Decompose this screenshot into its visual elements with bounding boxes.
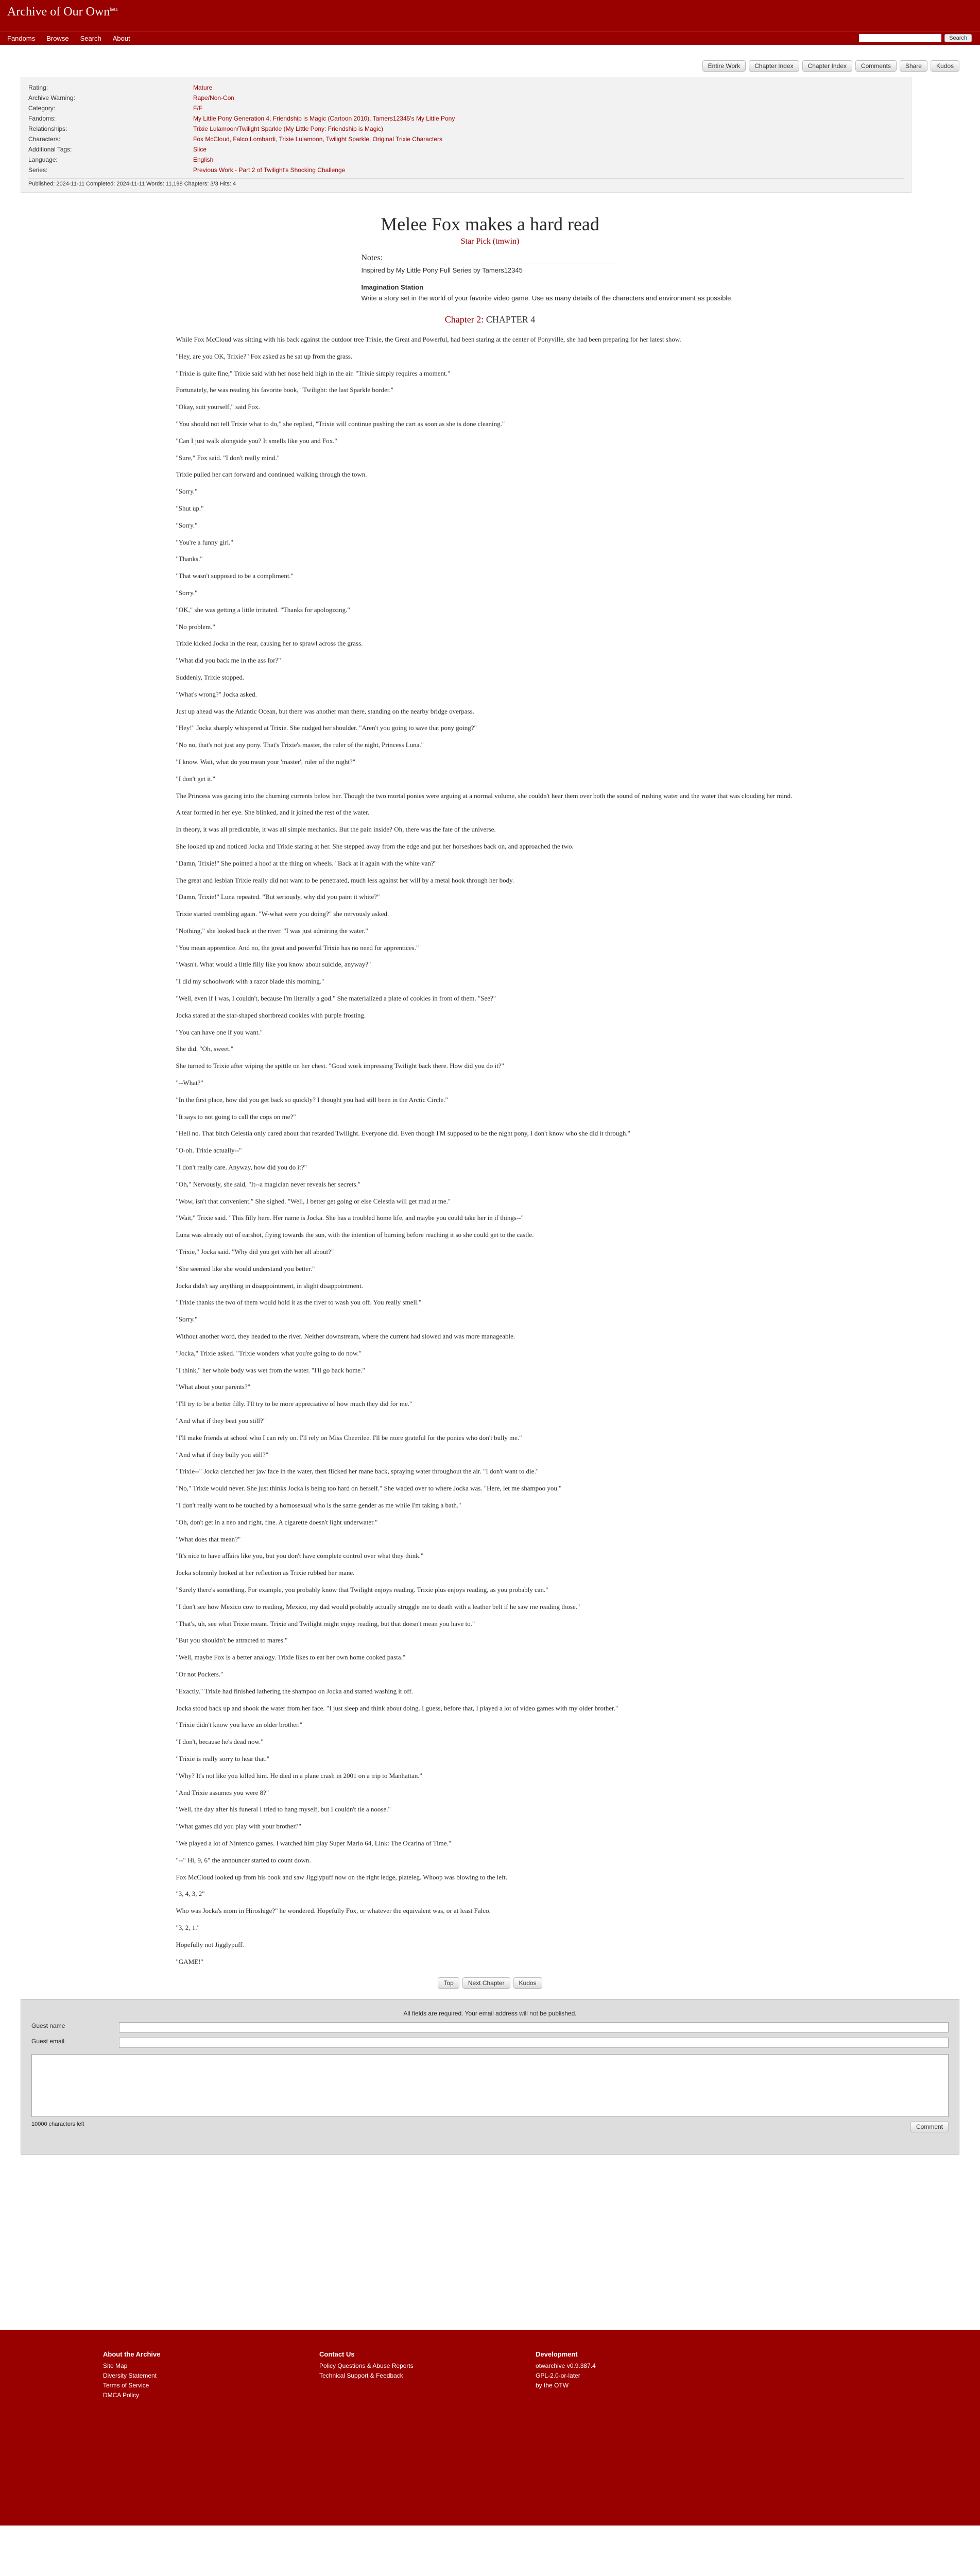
chapter-index-button[interactable]: Chapter Index xyxy=(749,60,799,72)
nav-browse[interactable]: Browse xyxy=(46,34,69,42)
story-paragraph: Without another word, they headed to the river. Neither downstream, where the current had slowed and was more manageable. xyxy=(176,1332,515,1341)
story-paragraph: "GAME!" xyxy=(176,1957,203,1965)
story xyxy=(176,213,804,1967)
meta-value[interactable]: Rape/Non-Con xyxy=(193,94,235,101)
meta-row xyxy=(28,144,904,155)
meta-key: Relationships: xyxy=(28,125,67,132)
story-paragraph: "--" Hi, 9, 6" the announcer started to count down. xyxy=(176,1856,311,1864)
story-paragraph: "Well, even if I was, I couldn't, because I'm literally a god." She materialized a plate of cookies in front of them. "See?" xyxy=(176,994,496,1003)
footer-column xyxy=(319,2350,414,2382)
footer-link[interactable]: otwarchive v0.9.387.4 xyxy=(536,2362,596,2370)
story-paragraph: "That wasn't supposed to be a compliment." xyxy=(176,572,294,580)
story-paragraph: "You mean apprentice. And no, the great and powerful Trixie has no need for apprentices." xyxy=(176,943,419,952)
meta-value[interactable]: F/F xyxy=(193,105,202,112)
footer-link[interactable]: by the OTW xyxy=(536,2382,569,2389)
story-paragraph: "Trixie thanks the two of them would hold it as the river to wash you off. You really smell." xyxy=(176,1298,422,1307)
story-paragraph: "You can have one if you want." xyxy=(176,1028,263,1036)
meta-row xyxy=(28,93,904,103)
chapter-text xyxy=(176,334,804,1967)
footer-heading: Contact Us xyxy=(319,2350,355,2359)
story-paragraph: Who was Jocka's mom in Hiroshige?" he wondered. Hopefully Fox, or whatever the equivalent was, or at least Falco. xyxy=(176,1907,491,1915)
story-paragraph: While Fox McCloud was sitting with his back against the outdoor tree Trixie, the Great and Powerful, had been staring at the center of Ponyville, she had been preparing for her latest show. xyxy=(176,335,681,343)
site-footer xyxy=(0,2330,980,2526)
story-paragraph: "Oh, don't get in a neo and right, fine. A cigarette doesn't light underwater." xyxy=(176,1518,378,1526)
nav-fandoms[interactable]: Fandoms xyxy=(7,34,36,42)
footer-link[interactable]: Technical Support & Feedback xyxy=(319,2372,403,2380)
story-paragraph: "Sorry." xyxy=(176,521,198,529)
story-paragraph: "You're a funny girl." xyxy=(176,538,233,546)
meta-key: Additional Tags: xyxy=(28,146,72,153)
story-paragraph: "Hey!" Jocka sharply whispered at Trixie. She nudged her shoulder. "Aren't you going to save that pony going?" xyxy=(176,724,477,732)
story-paragraph: "Wasn't. What would a little filly like you know about suicide, anyway?" xyxy=(176,960,371,969)
meta-value[interactable]: My Little Pony Generation 4, Friendship is Magic (Cartoon 2010), Tamers12345's My Little Pony xyxy=(193,115,455,122)
story-paragraph: "No problem." xyxy=(176,622,215,631)
meta-value[interactable]: English xyxy=(193,156,214,163)
comments-button[interactable]: Comments xyxy=(855,60,897,72)
guest-email-label: Guest email xyxy=(31,2038,65,2045)
meta-key: Rating: xyxy=(28,84,48,91)
search-button[interactable]: Search xyxy=(944,34,972,42)
guest-email-row xyxy=(31,2038,949,2048)
story-paragraph: The Princess was gazing into the churning currents below her. Though the two mortal ponies were arguing at a normal volume, she couldn't hear them over both the sound of rushing water and the water that was clouding her mind. xyxy=(176,791,793,800)
guest-name-row xyxy=(31,2022,949,2032)
story-paragraph: "What does that mean?" xyxy=(176,1535,241,1543)
story-paragraph: "Wait," Trixie said. "This filly here. Her name is Jocka. She has a troubled home life, and maybe you could take her in if things--" xyxy=(176,1214,524,1222)
meta-key: Characters: xyxy=(28,135,61,143)
story-paragraph: "O-oh. Trixie actually--" xyxy=(176,1146,242,1155)
story-paragraph: "I think," her whole body was wet from the water. "I'll go back home." xyxy=(176,1366,365,1374)
meta-value[interactable]: Trixie Lulamoon/Twilight Sparkle (My Little Pony: Friendship is Magic) xyxy=(193,125,384,132)
story-paragraph: Just up ahead was the Atlantic Ocean, but there was another man there, standing on the nearby bridge overpass. xyxy=(176,707,474,715)
story-paragraph: Hopefully not Jigglypuff. xyxy=(176,1940,244,1948)
char-count: 10000 characters left xyxy=(31,2121,84,2128)
story-paragraph: "Exactly." Trixie had finished lathering the shampoo on Jocka and started washing it off. xyxy=(176,1687,413,1695)
story-paragraph: "I did my schoolwork with a razor blade this morning." xyxy=(176,977,324,986)
story-paragraph: "I know. Wait, what do you mean your 'master', ruler of the night?" xyxy=(176,757,356,766)
meta-row xyxy=(28,134,904,144)
story-paragraph: "Sorry." xyxy=(176,588,198,597)
meta-key: Series: xyxy=(28,166,48,174)
main-wrap xyxy=(0,45,980,1989)
story-paragraph: "Hey, are you OK, Trixie?" Fox asked as he sat up from the grass. xyxy=(176,352,353,360)
story-paragraph: "You should not tell Trixie what to do," she replied, "Trixie will continue pushing the cart as soon as she is done cleaning." xyxy=(176,419,505,428)
story-paragraph: Luna was already out of earshot, flying towards the sun, with the intention of burning before reaching it so she could get to the castle. xyxy=(176,1231,534,1239)
meta-row xyxy=(28,124,904,134)
story-paragraph: "Or not Pockers." xyxy=(176,1670,223,1678)
footer-column xyxy=(103,2350,160,2401)
chapter-label[interactable]: Chapter 2: xyxy=(444,314,484,325)
site-header xyxy=(0,0,980,31)
story-paragraph: "What games did you play with your brother?" xyxy=(176,1822,301,1831)
story-paragraph: "Surely there's something. For example, you probably know that Twilight enjoys reading. Trixie plus enjoys reading, as you probably can." xyxy=(176,1585,548,1594)
story-paragraph: Fortunately, he was reading his favorite book, "Twilight: the last Sparkle border." xyxy=(176,386,394,394)
story-paragraph: "Can I just walk alongside you? It smells like you and Fox." xyxy=(176,436,337,445)
story-paragraph: "It's nice to have affairs like you, but you don't have complete control over what they think." xyxy=(176,1552,424,1560)
footer-column xyxy=(536,2350,596,2392)
story-paragraph: She looked up and noticed Jocka and Trixie staring at her. She stepped away from the edge and put her horseshoes back on, and approached the two. xyxy=(176,842,574,850)
comment-submit-row xyxy=(31,2121,949,2132)
work-stats: Published: 2024-11-11 Completed: 2024-11-11 Words: 11,198 Chapters: 3/3 Hits: 4 xyxy=(28,178,904,187)
search-form xyxy=(859,34,972,42)
meta-row xyxy=(28,103,904,113)
story-paragraph: "Trixie--" Jocka clenched her jaw face in the water, then flicked her mane back, spraying water throughout the air. "I don't want to die." xyxy=(176,1467,539,1476)
story-paragraph: She did. "Oh, sweet." xyxy=(176,1045,234,1053)
story-paragraph: Suddenly, Trixie stopped. xyxy=(176,673,245,681)
footer-link[interactable]: Terms of Service xyxy=(103,2382,149,2389)
story-paragraph: "Why? It's not like you killed him. He died in a plane crash in 2001 on a trip to Manhattan." xyxy=(176,1771,422,1780)
work-author[interactable]: Star Pick (tmwin) xyxy=(460,237,520,246)
beta-tag: beta xyxy=(110,7,118,12)
story-paragraph: "I don't see how Mexico cow to reading, Mexico, my dad would probably actually struggle me to death with a leather belt if he saw me reading those." xyxy=(176,1602,580,1611)
site-logo[interactable] xyxy=(7,5,117,19)
meta-value[interactable]: Previous Work - Part 2 of Twilight's Shocking Challenge xyxy=(193,166,346,174)
story-paragraph: "--What?" xyxy=(176,1079,203,1087)
chapter-notes-text: Write a story set in the world of your favorite video game. Use as many details of the characters and environment as possible. xyxy=(361,294,733,302)
story-paragraph: A tear formed in her eye. She blinked, and it joined the rest of the water. xyxy=(176,808,369,817)
kudos-button[interactable]: Kudos xyxy=(931,60,959,72)
summary-text: Inspired by My Little Pony Full Series by Tamers12345 xyxy=(361,266,523,274)
footer-link[interactable]: Policy Questions & Abuse Reports xyxy=(319,2362,414,2370)
chapter-index-button-2[interactable]: Chapter Index xyxy=(802,60,852,72)
comment-note: All fields are required. Your email address will not be published. xyxy=(403,2010,577,2018)
story-paragraph: "3, 2, 1." xyxy=(176,1923,200,1931)
footer-link[interactable]: Site Map xyxy=(103,2362,128,2370)
chapter-notes-heading: Imagination Station xyxy=(361,283,424,291)
primary-nav xyxy=(0,31,980,45)
comment-form xyxy=(21,1999,959,2155)
meta-value[interactable]: Mature xyxy=(193,84,213,91)
top-button[interactable]: Top xyxy=(438,1977,459,1989)
meta-row xyxy=(28,113,904,124)
work-title: Melee Fox makes a hard read xyxy=(381,214,599,234)
story-paragraph: "Oh," Nervously, she said, "It--a magician never reveals her secrets." xyxy=(176,1180,361,1188)
story-paragraph: "Damn, Trixie!" She pointed a hoof at the thing on wheels. "Back at it again with the white van?" xyxy=(176,859,437,867)
logo-text: Archive of Our Own xyxy=(7,5,110,19)
story-paragraph: "Trixie didn't know you have an older brother." xyxy=(176,1721,303,1729)
story-paragraph: "Nothing," she looked back at the river. "I was just admiring the water." xyxy=(176,926,368,935)
story-paragraph: "Damn, Trixie!" Luna repeated. "But seriously, why did you paint it white?" xyxy=(176,893,380,901)
chapter-name: CHAPTER 4 xyxy=(486,314,536,325)
search-input[interactable] xyxy=(859,34,941,42)
meta-key: Fandoms: xyxy=(28,115,56,122)
story-paragraph: The great and lesbian Trixie really did not want to be penetrated, much less against her will by a metal hook through her body. xyxy=(176,876,514,884)
story-paragraph: "Thanks." xyxy=(176,555,203,563)
footer-link[interactable]: DMCA Policy xyxy=(103,2392,140,2399)
story-paragraph: "What about your parents?" xyxy=(176,1383,251,1391)
summary-heading: Notes: xyxy=(362,253,619,263)
comment-submit-button[interactable]: Comment xyxy=(910,2121,949,2132)
story-paragraph: "I don't really care. Anyway, how did you do it?" xyxy=(176,1163,307,1172)
work-actions xyxy=(21,60,959,72)
chapter-title xyxy=(176,314,804,325)
meta-key: Archive Warning: xyxy=(28,94,75,101)
meta-key: Language: xyxy=(28,156,58,163)
story-paragraph: "What's wrong?" Jocka asked. xyxy=(176,690,257,698)
bottom-actions xyxy=(21,1977,959,1989)
story-paragraph: She turned to Trixie after wiping the spittle on her chest. "Good work impressing Twilight back there. How did you do it?" xyxy=(176,1062,504,1070)
entire-work-button[interactable]: Entire Work xyxy=(702,60,746,72)
meta-row xyxy=(28,165,904,175)
story-paragraph: Jocka stood back up and shook the water from her face. "I just sleep and think about doing. I guess, before that, I played a lot of video games with my older brother." xyxy=(176,1704,618,1712)
footer-link[interactable]: Diversity Statement xyxy=(103,2372,157,2380)
story-paragraph: Jocka stared at the star-shaped shortbread cookies with purple frosting. xyxy=(176,1011,366,1019)
story-paragraph: "And Trixie assumes you were 8?" xyxy=(176,1788,269,1797)
story-paragraph: "Sorry." xyxy=(176,1315,198,1324)
footer-link[interactable]: GPL-2.0-or-later xyxy=(536,2372,580,2380)
footer-heading: Development xyxy=(536,2350,578,2359)
guest-name-label: Guest name xyxy=(31,2022,65,2030)
story-paragraph: "No," Trixie would never. She just thinks Jocka is being too hard on herself." She waded over to where Jocka was. "Here, let me shampoo you." xyxy=(176,1484,562,1493)
story-paragraph: Jocka solemnly looked at her reflection as Trixie rubbed her mane. xyxy=(176,1569,355,1577)
kudos-bottom-button[interactable]: Kudos xyxy=(513,1977,542,1989)
story-paragraph: "I don't get it." xyxy=(176,774,216,783)
story-paragraph: "That's, uh, see what Trixie meant. Trixie and Twilight might enjoy reading, but that doesn't mean you have to." xyxy=(176,1619,475,1628)
story-paragraph: "I'll try to be a better filly. I'll try to be more appreciative of how much they did for me." xyxy=(176,1400,412,1408)
story-paragraph: "I don't really want to be touched by a homosexual who is the same gender as me while I'm taking a bath." xyxy=(176,1501,461,1509)
story-paragraph: "3, 4, 3, 2" xyxy=(176,1890,205,1898)
story-paragraph: "Sorry." xyxy=(176,487,198,496)
work-meta xyxy=(21,77,912,193)
story-paragraph: "What did you back me in the ass for?" xyxy=(176,656,281,665)
meta-row xyxy=(28,82,904,93)
meta-key: Category: xyxy=(28,105,56,112)
story-paragraph: "No no, that's not just any pony. That's Trixie's master, the ruler of the night, Princess Luna." xyxy=(176,741,424,749)
story-paragraph: "She seemed like she would understand you better." xyxy=(176,1264,315,1273)
story-paragraph: "Trixie is quite fine," Trixie said with her nose held high in the air. "Trixie simply requires a moment." xyxy=(176,369,451,377)
story-paragraph: Fox McCloud looked up from his book and saw Jigglypuff now on the right ledge, plateleg. Whoop was blowing to the left. xyxy=(176,1873,508,1881)
guest-email-input[interactable] xyxy=(119,2038,949,2048)
share-button[interactable]: Share xyxy=(900,60,927,72)
story-paragraph: In theory, it was all predictable, it was all simple mechanics. But the pain inside? Oh, there was the fate of the universe. xyxy=(176,825,496,834)
story-paragraph: "Well, maybe Fox is a better analogy. Trixie likes to eat her own home cooked pasta." xyxy=(176,1653,406,1662)
story-paragraph: Trixie pulled her cart forward and continued walking through the town. xyxy=(176,470,367,479)
meta-value[interactable]: Fox McCloud, Falco Lombardi, Trixie Lulamoon, Twilight Sparkle, Original Trixie Characters xyxy=(193,135,442,143)
story-paragraph: Trixie started trembling again. "W-what were you doing?" she nervously asked. xyxy=(176,910,389,918)
story-paragraph: "It says to not going to call the cops on me?" xyxy=(176,1112,296,1121)
story-paragraph: "Okay, suit yourself," said Fox. xyxy=(176,403,260,411)
footer-heading: About the Archive xyxy=(103,2350,161,2359)
story-paragraph: "I don't, because he's dead now." xyxy=(176,1738,264,1746)
meta-row xyxy=(28,155,904,165)
story-paragraph: Jocka didn't say anything in disappointment, in slight disappointment. xyxy=(176,1281,363,1290)
story-paragraph: "Hell no. That bitch Celestia only cared about that retarded Twilight. Everyone did. Even though I'M supposed to be the night pony, I don't know who she did it through." xyxy=(176,1129,630,1138)
story-paragraph: "Trixie," Jocka said. "Why did you get with her all about?" xyxy=(176,1248,334,1256)
comment-textarea[interactable] xyxy=(31,2054,949,2117)
story-paragraph: "We played a lot of Nintendo games. I watched him play Super Mario 64, Link: The Ocarina of Time." xyxy=(176,1839,452,1847)
next-chapter-button[interactable]: Next Chapter xyxy=(462,1977,510,1989)
story-paragraph: "And what if they bully you still?" xyxy=(176,1450,269,1459)
nav-about[interactable]: About xyxy=(112,34,130,42)
nav-search[interactable]: Search xyxy=(80,34,101,42)
story-paragraph: "Sure," Fox said. "I don't really mind." xyxy=(176,453,280,462)
story-paragraph: "Trixie is really sorry to hear that." xyxy=(176,1754,270,1762)
story-paragraph: "Well, the day after his funeral I tried to hang myself, but I couldn't tie a noose." xyxy=(176,1805,391,1814)
meta-value[interactable]: Slice xyxy=(193,146,207,153)
story-paragraph: "Wow, isn't that convenient." She sighed. "Well, I better get going or else Celestia will get mad at me." xyxy=(176,1197,451,1205)
story-paragraph: "Jocka," Trixie asked. "Trixie wonders what you're going to do now." xyxy=(176,1349,362,1357)
story-paragraph: "But you shouldn't be attracted to mares." xyxy=(176,1636,288,1645)
guest-name-input[interactable] xyxy=(119,2022,949,2032)
story-paragraph: Trixie kicked Jocka in the rear, causing her to sprawl across the grass. xyxy=(176,639,363,648)
story-paragraph: "Shut up." xyxy=(176,504,204,512)
story-paragraph: "I'll make friends at school who I can rely on. I'll rely on Miss Cheerilee. I'll be more grateful for the ponies who don't bully me." xyxy=(176,1433,522,1442)
story-paragraph: "And what if they beat you still?" xyxy=(176,1417,266,1425)
story-paragraph: "In the first place, how did you get back so quickly? I thought you had still been in the Arctic Circle." xyxy=(176,1095,448,1104)
story-paragraph: "OK," she was getting a little irritated. "Thanks for apologizing." xyxy=(176,605,350,614)
